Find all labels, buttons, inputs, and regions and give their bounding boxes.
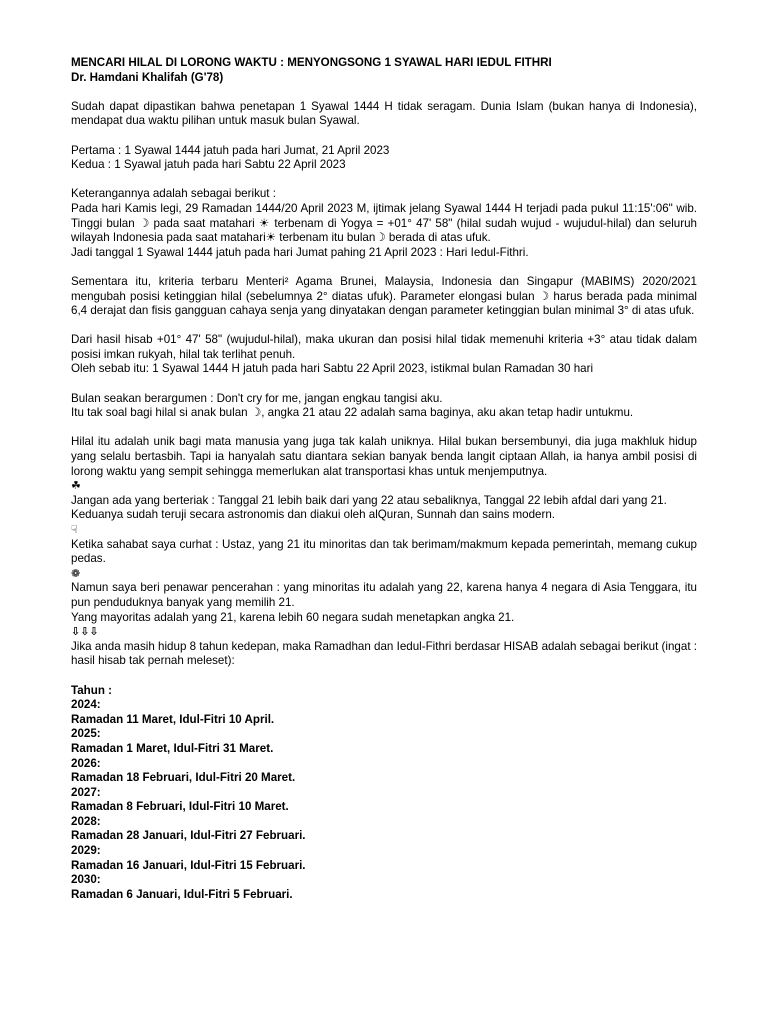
explanation-conclusion: Jadi tanggal 1 Syawal 1444 jatuh pada hari Jumat pahing 21 April 2023 : Hari Iedul-Fithri. [71, 245, 529, 259]
option-second: Kedua : 1 Syawal jatuh pada hari Sabtu 22 April 2023 [71, 158, 346, 172]
year-label: 2027: [71, 785, 101, 799]
spacer [71, 421, 697, 436]
answer-paragraph: Namun saya beri penawar pencerahan : yang minoritas itu adalah yang 22, karena hanya 4 negara di Asia Tenggara, itu pun penduduknya banyak yang memilih 21. [71, 581, 697, 609]
spacer [71, 669, 697, 684]
explanation-paragraph: Pada hari Kamis legi, 29 Ramadan 1444/20 April 2023 M, ijtimak jelang Syawal 1444 H terjadi pada pukul 11:15':06" wib. Tinggi bulan ☽ pada saat matahari ☀ terbenam di Yogya = +01° 47' 58" (hilal sudah wujud - wujudul-hilal) dan seluruh wilayah Indonesia pada saat matahari☀ terbenam itu bulan☽ berada di atas ufuk. [71, 201, 697, 245]
future-paragraph: Jika anda masih hidup 8 tahun kedepan, maka Ramadhan dan Iedul-Fithri berdasar HISAB adalah sebagai berikut (ingat : hasil hisab tak pernah meleset): [71, 639, 697, 668]
no-shout-paragraph: Jangan ada yang berteriak : Tanggal 21 lebih baik dari yang 22 atau sebaliknya, Tanggal 22 lebih afdal dari yang 21. [71, 493, 667, 507]
option-first: Pertama : 1 Syawal 1444 jatuh pada hari Jumat, 21 April 2023 [71, 143, 390, 157]
year-label: 2030: [71, 873, 101, 887]
spacer [71, 129, 697, 144]
year-label: 2024: [71, 698, 101, 712]
year-label: 2028: [71, 814, 101, 828]
down-arrows-icon: ⇩⇩⇩ [71, 626, 99, 639]
year-detail: Ramadan 6 Januari, Idul-Fitri 5 Februari. [71, 887, 293, 901]
spacer [71, 319, 697, 334]
shamrock-icon: ☘ [71, 480, 81, 493]
spacer [71, 173, 697, 188]
majority-paragraph: Yang mayoritas adalah yang 21, karena lebih 60 negara sudah menetapkan angka 21. [71, 610, 515, 624]
spacer [71, 260, 697, 275]
year-detail: Ramadan 16 Januari, Idul-Fitri 15 Februari. [71, 858, 306, 872]
year-label: 2025: [71, 727, 101, 741]
hilal-unique-paragraph: Hilal itu adalah unik bagi mata manusia yang juga tak kalah uniknya. Hilal bukan bersembunyi, dia juga makhluk hidup yang selalu bertasbih. Tapi ia hanyalah satu diantara sekian banyak benda langit ciptaan Allah, ia hanya ambil posisi di lorong waktu yang sempit sehingga memerlukan alat transportasi khas untuk menjemputnya. [71, 435, 697, 478]
hisab-paragraph: Dari hasil hisab +01° 47' 58" (wujudul-hilal), maka ukuran dan posisi hilal tidak memenuhi kriteria +3° atau tidak dalam posisi imkan rukyah, hilal tak terlihat penuh. [71, 333, 697, 361]
year-detail: Ramadan 11 Maret, Idul-Fitri 10 April. [71, 712, 275, 726]
intro-paragraph: Sudah dapat dipastikan bahwa penetapan 1 Syawal 1444 H tidak seragam. Dunia Islam (bukan hanya di Indonesia), mendapat dua waktu pilihan untuk masuk bulan Syawal. [71, 99, 697, 128]
year-detail: Ramadan 1 Maret, Idul-Fitri 31 Maret. [71, 741, 274, 755]
both-tested-paragraph: Keduanya sudah teruji secara astronomis dan diakui oleh alQuran, Sunnah dan sains modern. [71, 508, 556, 522]
year-detail: Ramadan 28 Januari, Idul-Fitri 27 Februari. [71, 829, 306, 843]
years-list [71, 684, 697, 903]
moon-statement: Itu tak soal bagi hilal si anak bulan ☽, angka 21 atau 22 adalah sama baginya, aku akan tetap hadir untukmu. [71, 406, 634, 420]
document-author: Dr. Hamdani Khalifah (G'78) [71, 70, 224, 84]
explanation-heading: Keterangannya adalah sebagai berikut : [71, 187, 276, 201]
pointing-down-icon: ☟ [71, 524, 78, 536]
year-label: 2026: [71, 756, 101, 770]
mabims-paragraph: Sementara itu, kriteria terbaru Menteri² Agama Brunei, Malaysia, Indonesia dan Singapur (MABIMS) 2020/2021 mengubah posisi ketinggian hilal (sebelumnya 2° diatas ufuk). Parameter elongasi bulan ☽ harus berada pada minimal 6,4 derajat dan fisis gangguan cahaya senja yang dinyatakan dengan parameter ketinggian bulan minimal 3° di atas ufuk. [71, 274, 697, 318]
document-title: MENCARI HILAL DI LORONG WAKTU : MENYONGSONG 1 SYAWAL HARI IEDUL FITHRI [71, 56, 552, 69]
year-detail: Ramadan 18 Februari, Idul-Fitri 20 Maret. [71, 771, 296, 785]
moon-argument: Bulan seakan berargumen : Don't cry for me, jangan engkau tangisi aku. [71, 391, 443, 405]
year-label: 2029: [71, 844, 101, 858]
spacer [71, 377, 697, 392]
flower-icon: ❁ [71, 567, 81, 580]
friend-paragraph: Ketika sahabat saya curhat : Ustaz, yang 21 itu minoritas dan tak berimam/makmum kepada pemerintah, memang cukup pedas. [71, 537, 697, 566]
years-heading: Tahun : [71, 683, 112, 697]
year-detail: Ramadan 8 Februari, Idul-Fitri 10 Maret. [71, 800, 289, 814]
hisab-conclusion: Oleh sebab itu: 1 Syawal 1444 H jatuh pada hari Sabtu 22 April 2023, istikmal bulan Ramadan 30 hari [71, 362, 594, 376]
